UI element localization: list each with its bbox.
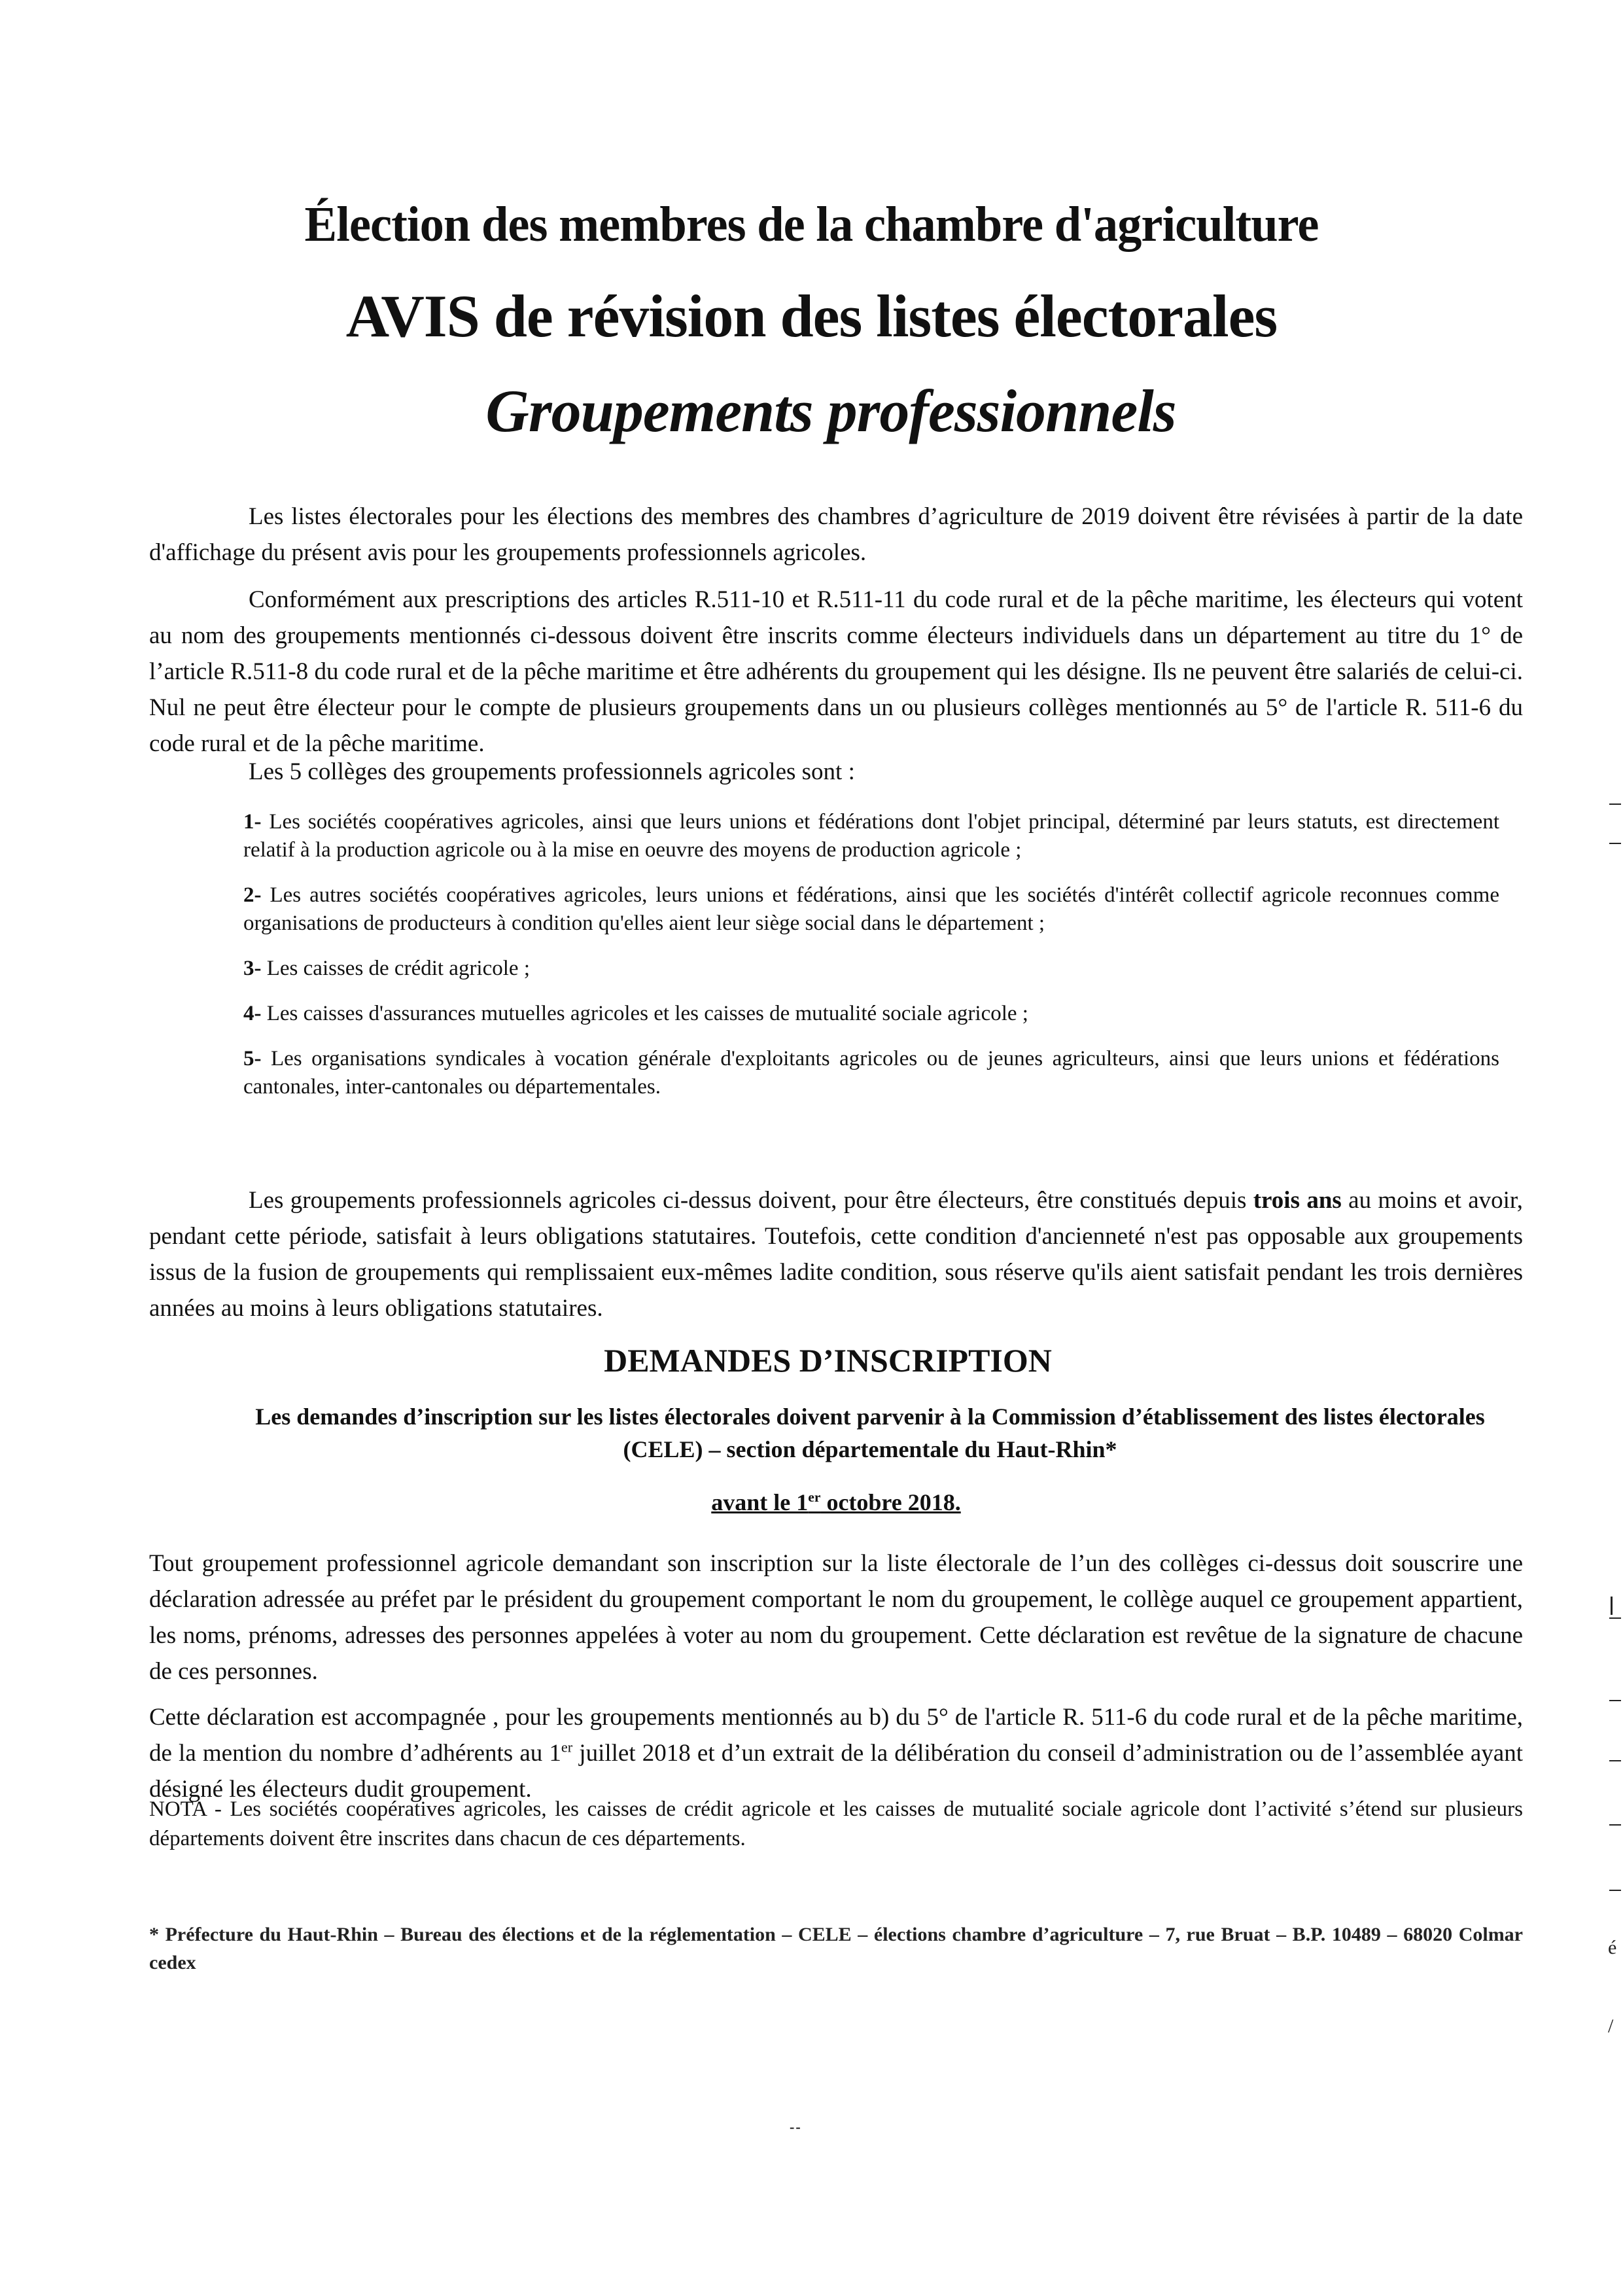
deadline-prefix: avant le 1 <box>711 1489 809 1515</box>
scan-edge-mark <box>1609 1760 1621 1761</box>
deadline-suffix: octobre 2018. <box>820 1489 961 1515</box>
scan-edge-glyph: / <box>1608 2015 1614 2037</box>
declaration-accompagnee-paragraph <box>149 1699 1523 1807</box>
notice-title-groupements: Groupements professionnels <box>485 378 1176 444</box>
scan-edge-mark <box>1609 1617 1621 1619</box>
college-text: Les caisses d'assurances mutuelles agricoles et les caisses de mutualité sociale agricole ; <box>266 1002 1028 1025</box>
anciennete-duration: trois ans <box>1253 1187 1342 1214</box>
demandes-heading: DEMANDES D’INSCRIPTION <box>604 1342 1052 1379</box>
scan-edge-mark <box>1609 804 1621 805</box>
scan-edge-mark <box>1609 1824 1621 1826</box>
colleges-intro: Les 5 collèges des groupements professionnels agricoles sont : <box>249 758 855 785</box>
notice-title-election: Élection des membres de la chambre d'agriculture <box>304 197 1319 252</box>
scan-edge-mark <box>1611 1597 1613 1615</box>
college-item <box>243 1000 1499 1028</box>
demandes-subheading: Les demandes d’inscription sur les listes électorales doivent parvenir à la Commission d’établissement des listes électorales (CELE) – section départementale du Haut-Rhin* <box>255 1404 1485 1462</box>
college-number: 3- <box>243 957 262 980</box>
declaration-text-start: Cette déclaration est accompagnée , pour les groupements mentionnés au b) du 5° de l'article R. 511-6 du code rural et de la pêche maritime, de la mention du nombre d’adhérents au 1 <box>149 1704 1523 1767</box>
intro-paragraph-conditions-electeurs: Conformément aux prescriptions des articles R.511-10 et R.511-11 du code rural et de la pêche maritime, les électeurs qui votent au nom des groupements mentionnés ci-dessous doivent être inscrits comme électeurs individuels dans un département au titre du 1° de l’article R.511-8 du code rural et de la pêche maritime et être adhérents du groupement qui les désigne. Ils ne peuvent être salariés de celui-ci. Nul ne peut être électeur pour le compte de plusieurs groupements dans un ou plusieurs collèges mentionnés au 5° de l'article R. 511-6 du code rural et de la pêche maritime. <box>149 586 1523 757</box>
deadline-sup: er <box>808 1489 821 1505</box>
notice-title-avis: AVIS de révision des listes électorales <box>345 283 1278 349</box>
deadline <box>0 1489 1623 1516</box>
college-text: Les caisses de crédit agricole ; <box>266 957 530 980</box>
college-text: Les organisations syndicales à vocation générale d'exploitants agricoles ou de jeunes agriculteurs, ainsi que leurs unions et fédérations cantonales, inter-cantonales ou départementales. <box>243 1047 1500 1099</box>
anciennete-text-end: au moins et avoir, pendant cette période, satisfait à leurs obligations statutaires. Toutefois, cette condition d'ancienneté n'est pas opposable aux groupements issus de la fusion de groupements qui remplissaient eux-mêmes ladite condition, sous réserve qu'ils aient satisfait pendant les trois dernières années au moins à leurs obligations statutaires. <box>149 1187 1524 1322</box>
scan-edge-mark <box>1609 843 1621 844</box>
college-number: 1- <box>243 810 262 834</box>
college-number: 4- <box>243 1002 262 1025</box>
anciennete-paragraph <box>149 1182 1523 1326</box>
scan-edge-glyph: é <box>1608 1937 1617 1958</box>
anciennete-text-start: Les groupements professionnels agricoles ci-dessus doivent, pour être électeurs, être constitués depuis <box>249 1187 1253 1214</box>
college-item <box>243 955 1499 983</box>
college-text: Les autres sociétés coopératives agricoles, leurs unions et fédérations, ainsi que les sociétés d'intérêt collectif agricole reconnues comme organisations de producteurs à condition qu'elles aient leur siège social dans le département ; <box>243 883 1499 935</box>
intro-paragraph-revision: Les listes électorales pour les élections des membres des chambres d’agriculture de 2019 doivent être révisées à partir de la date d'affichage du présent avis pour les groupements professionnels agricoles. <box>149 503 1523 566</box>
declaration-paragraph: Tout groupement professionnel agricole demandant son inscription sur la liste électorale de l’un des collèges ci-dessus doit souscrire une déclaration adressée au préfet par le président du groupement comportant le nom du groupement, le collège auquel ce groupement appartient, les noms, prénoms, adresses des personnes appelées à voter au nom du groupement. Cette déclaration est revêtue de la signature de chacune de ces personnes. <box>149 1550 1523 1685</box>
scan-edge-mark <box>1609 1890 1621 1891</box>
college-text: Les sociétés coopératives agricoles, ainsi que leurs unions et fédérations dont l'objet principal, déterminé par leurs statuts, est directement relatif à la production agricole ou à la mise en oeuvre des moyens de production agricole ; <box>243 810 1499 862</box>
college-item <box>243 881 1499 938</box>
college-item <box>243 808 1499 864</box>
declaration-text-end: juillet 2018 et d’un extrait de la délibération du conseil d’administration ou de l’assemblée ayant désigné les électeurs dudit groupement. <box>149 1740 1524 1803</box>
scan-edge-mark <box>1609 1700 1621 1701</box>
footnote-address: * Préfecture du Haut-Rhin – Bureau des élections et de la réglementation – CELE – élections chambre d’agriculture – 7, rue Bruat – B.P. 10489 – 68020 Colmar cedex <box>149 1924 1523 1973</box>
college-item <box>243 1045 1499 1101</box>
nota-paragraph: NOTA - Les sociétés coopératives agricoles, les caisses de crédit agricole et les caisses de mutualité sociale agricole dont l’activité s’étend sur plusieurs départements doivent être inscrites dans chacun de ces départements. <box>149 1797 1523 1850</box>
college-number: 2- <box>243 883 262 907</box>
college-number: 5- <box>243 1047 262 1070</box>
page-mark: -- <box>790 2119 802 2135</box>
declaration-sup: er <box>561 1739 573 1756</box>
colleges-list <box>243 808 1499 1118</box>
